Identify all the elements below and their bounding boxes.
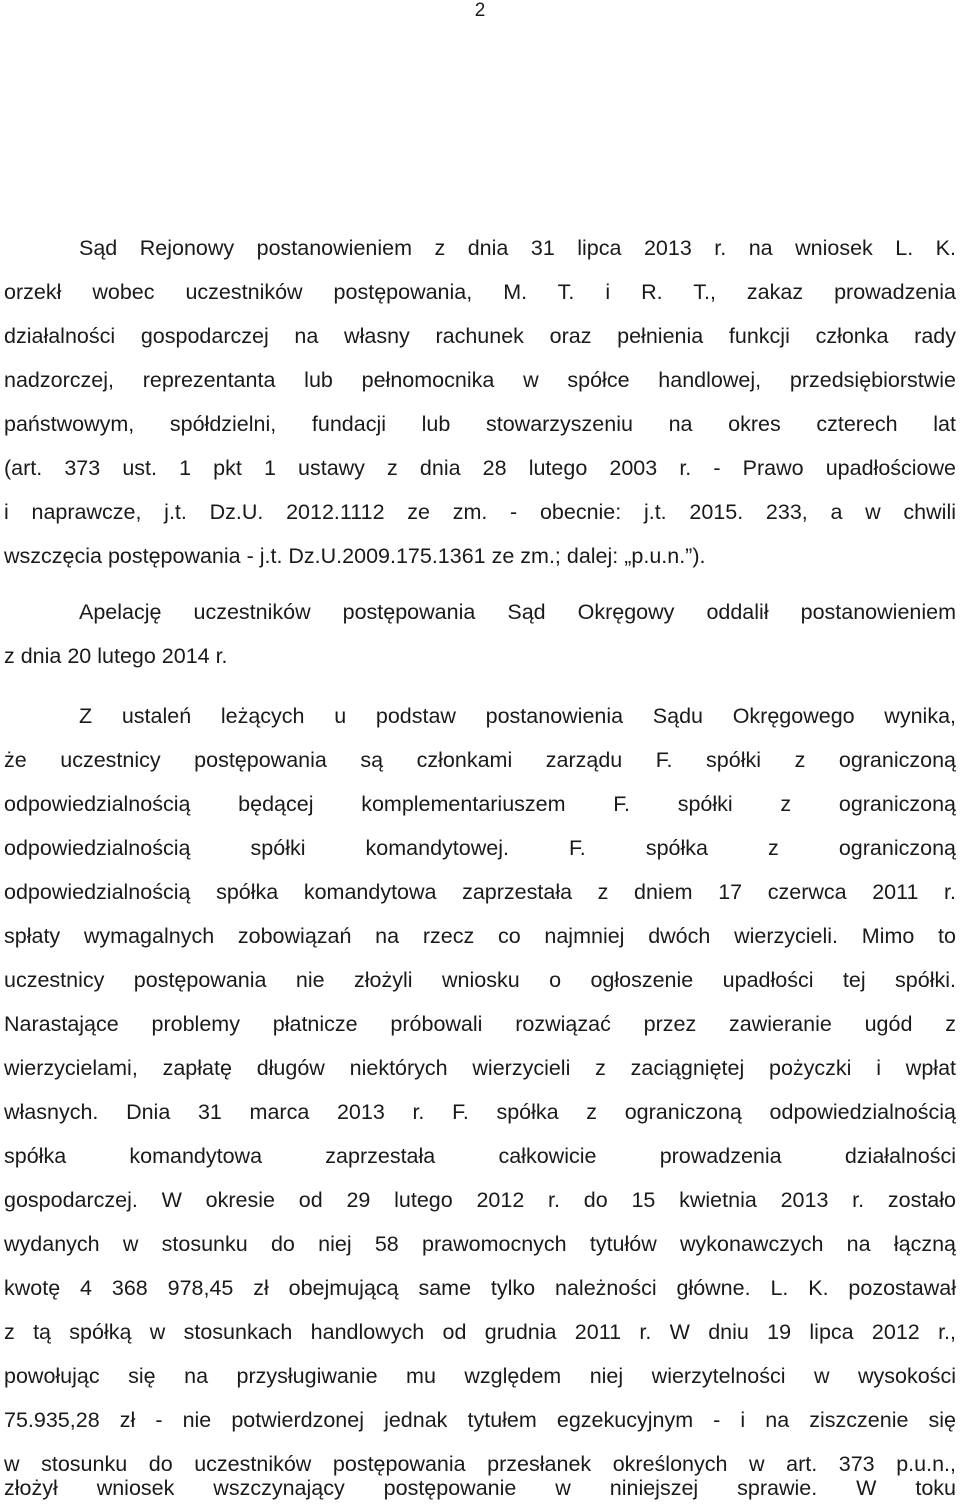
text-line: złożył wniosek wszczynający postępowanie w niniejszej sprawie. W toku xyxy=(4,1476,956,1500)
text-line: orzekł wobec uczestników postępowania, M. T. i R. T., zakaz prowadzenia xyxy=(4,280,956,304)
text-line: (art. 373 ust. 1 pkt 1 ustawy z dnia 28 lutego 2003 r. - Prawo upadłościowe xyxy=(4,456,956,480)
text-line: wierzycielami, zapłatę długów niektórych wierzycieli z zaciągniętej pożyczki i wpłat xyxy=(4,1056,956,1080)
text-line: działalności gospodarczej na własny rachunek oraz pełnienia funkcji członka rady xyxy=(4,324,956,348)
text-line: odpowiedzialnością będącej komplementariuszem F. spółki z ograniczoną xyxy=(4,792,956,816)
text-line: odpowiedzialnością spółki komandytowej. F. spółka z ograniczoną xyxy=(4,836,956,860)
page-number: 2 xyxy=(474,0,486,21)
text-line: z dnia 20 lutego 2014 r. xyxy=(4,644,228,668)
text-line: w stosunku do uczestników postępowania przesłanek określonych w art. 373 p.u.n., xyxy=(4,1452,956,1476)
text-line: powołując się na przysługiwanie mu względem niej wierzytelności w wysokości xyxy=(4,1364,956,1388)
text-line: uczestnicy postępowania nie złożyli wniosku o ogłoszenie upadłości tej spółki. xyxy=(4,968,956,992)
text-line: z tą spółką w stosunkach handlowych od grudnia 2011 r. W dniu 19 lipca 2012 r., xyxy=(4,1320,956,1344)
text-line: spłaty wymagalnych zobowiązań na rzecz co najmniej dwóch wierzycieli. Mimo to xyxy=(4,924,956,948)
text-line: nadzorczej, reprezentanta lub pełnomocnika w spółce handlowej, przedsiębiorstwie xyxy=(4,368,956,392)
text-line: że uczestnicy postępowania są członkami zarządu F. spółki z ograniczoną xyxy=(4,748,956,772)
text-line: wszczęcia postępowania - j.t. Dz.U.2009.175.1361 ze zm.; dalej: „p.u.n.”). xyxy=(4,544,706,568)
text-line: 75.935,28 zł - nie potwierdzonej jednak tytułem egzekucyjnym - i na ziszczenie się xyxy=(4,1408,956,1432)
text-line: i naprawcze, j.t. Dz.U. 2012.1112 ze zm. - obecnie: j.t. 2015. 233, a w chwili xyxy=(4,500,956,524)
text-line: Apelację uczestników postępowania Sąd Okręgowy oddalił postanowieniem xyxy=(79,600,956,624)
text-line: własnych. Dnia 31 marca 2013 r. F. spółka z ograniczoną odpowiedzialnością xyxy=(4,1100,956,1124)
text-line: spółka komandytowa zaprzestała całkowicie prowadzenia działalności xyxy=(4,1144,956,1168)
text-line: odpowiedzialnością spółka komandytowa zaprzestała z dniem 17 czerwca 2011 r. xyxy=(4,880,956,904)
text-line: Z ustaleń leżących u podstaw postanowienia Sądu Okręgowego wynika, xyxy=(79,704,956,728)
text-line: wydanych w stosunku do niej 58 prawomocnych tytułów wykonawczych na łączną xyxy=(4,1232,956,1256)
text-line: Narastające problemy płatnicze próbowali rozwiązać przez zawieranie ugód z xyxy=(4,1012,956,1036)
text-line: kwotę 4 368 978,45 zł obejmującą same tylko należności główne. L. K. pozostawał xyxy=(4,1276,956,1300)
text-line: Sąd Rejonowy postanowieniem z dnia 31 lipca 2013 r. na wniosek L. K. xyxy=(79,236,956,260)
text-line: gospodarczej. W okresie od 29 lutego 2012 r. do 15 kwietnia 2013 r. zostało xyxy=(4,1188,956,1212)
text-line: państwowym, spółdzielni, fundacji lub stowarzyszeniu na okres czterech lat xyxy=(4,412,956,436)
